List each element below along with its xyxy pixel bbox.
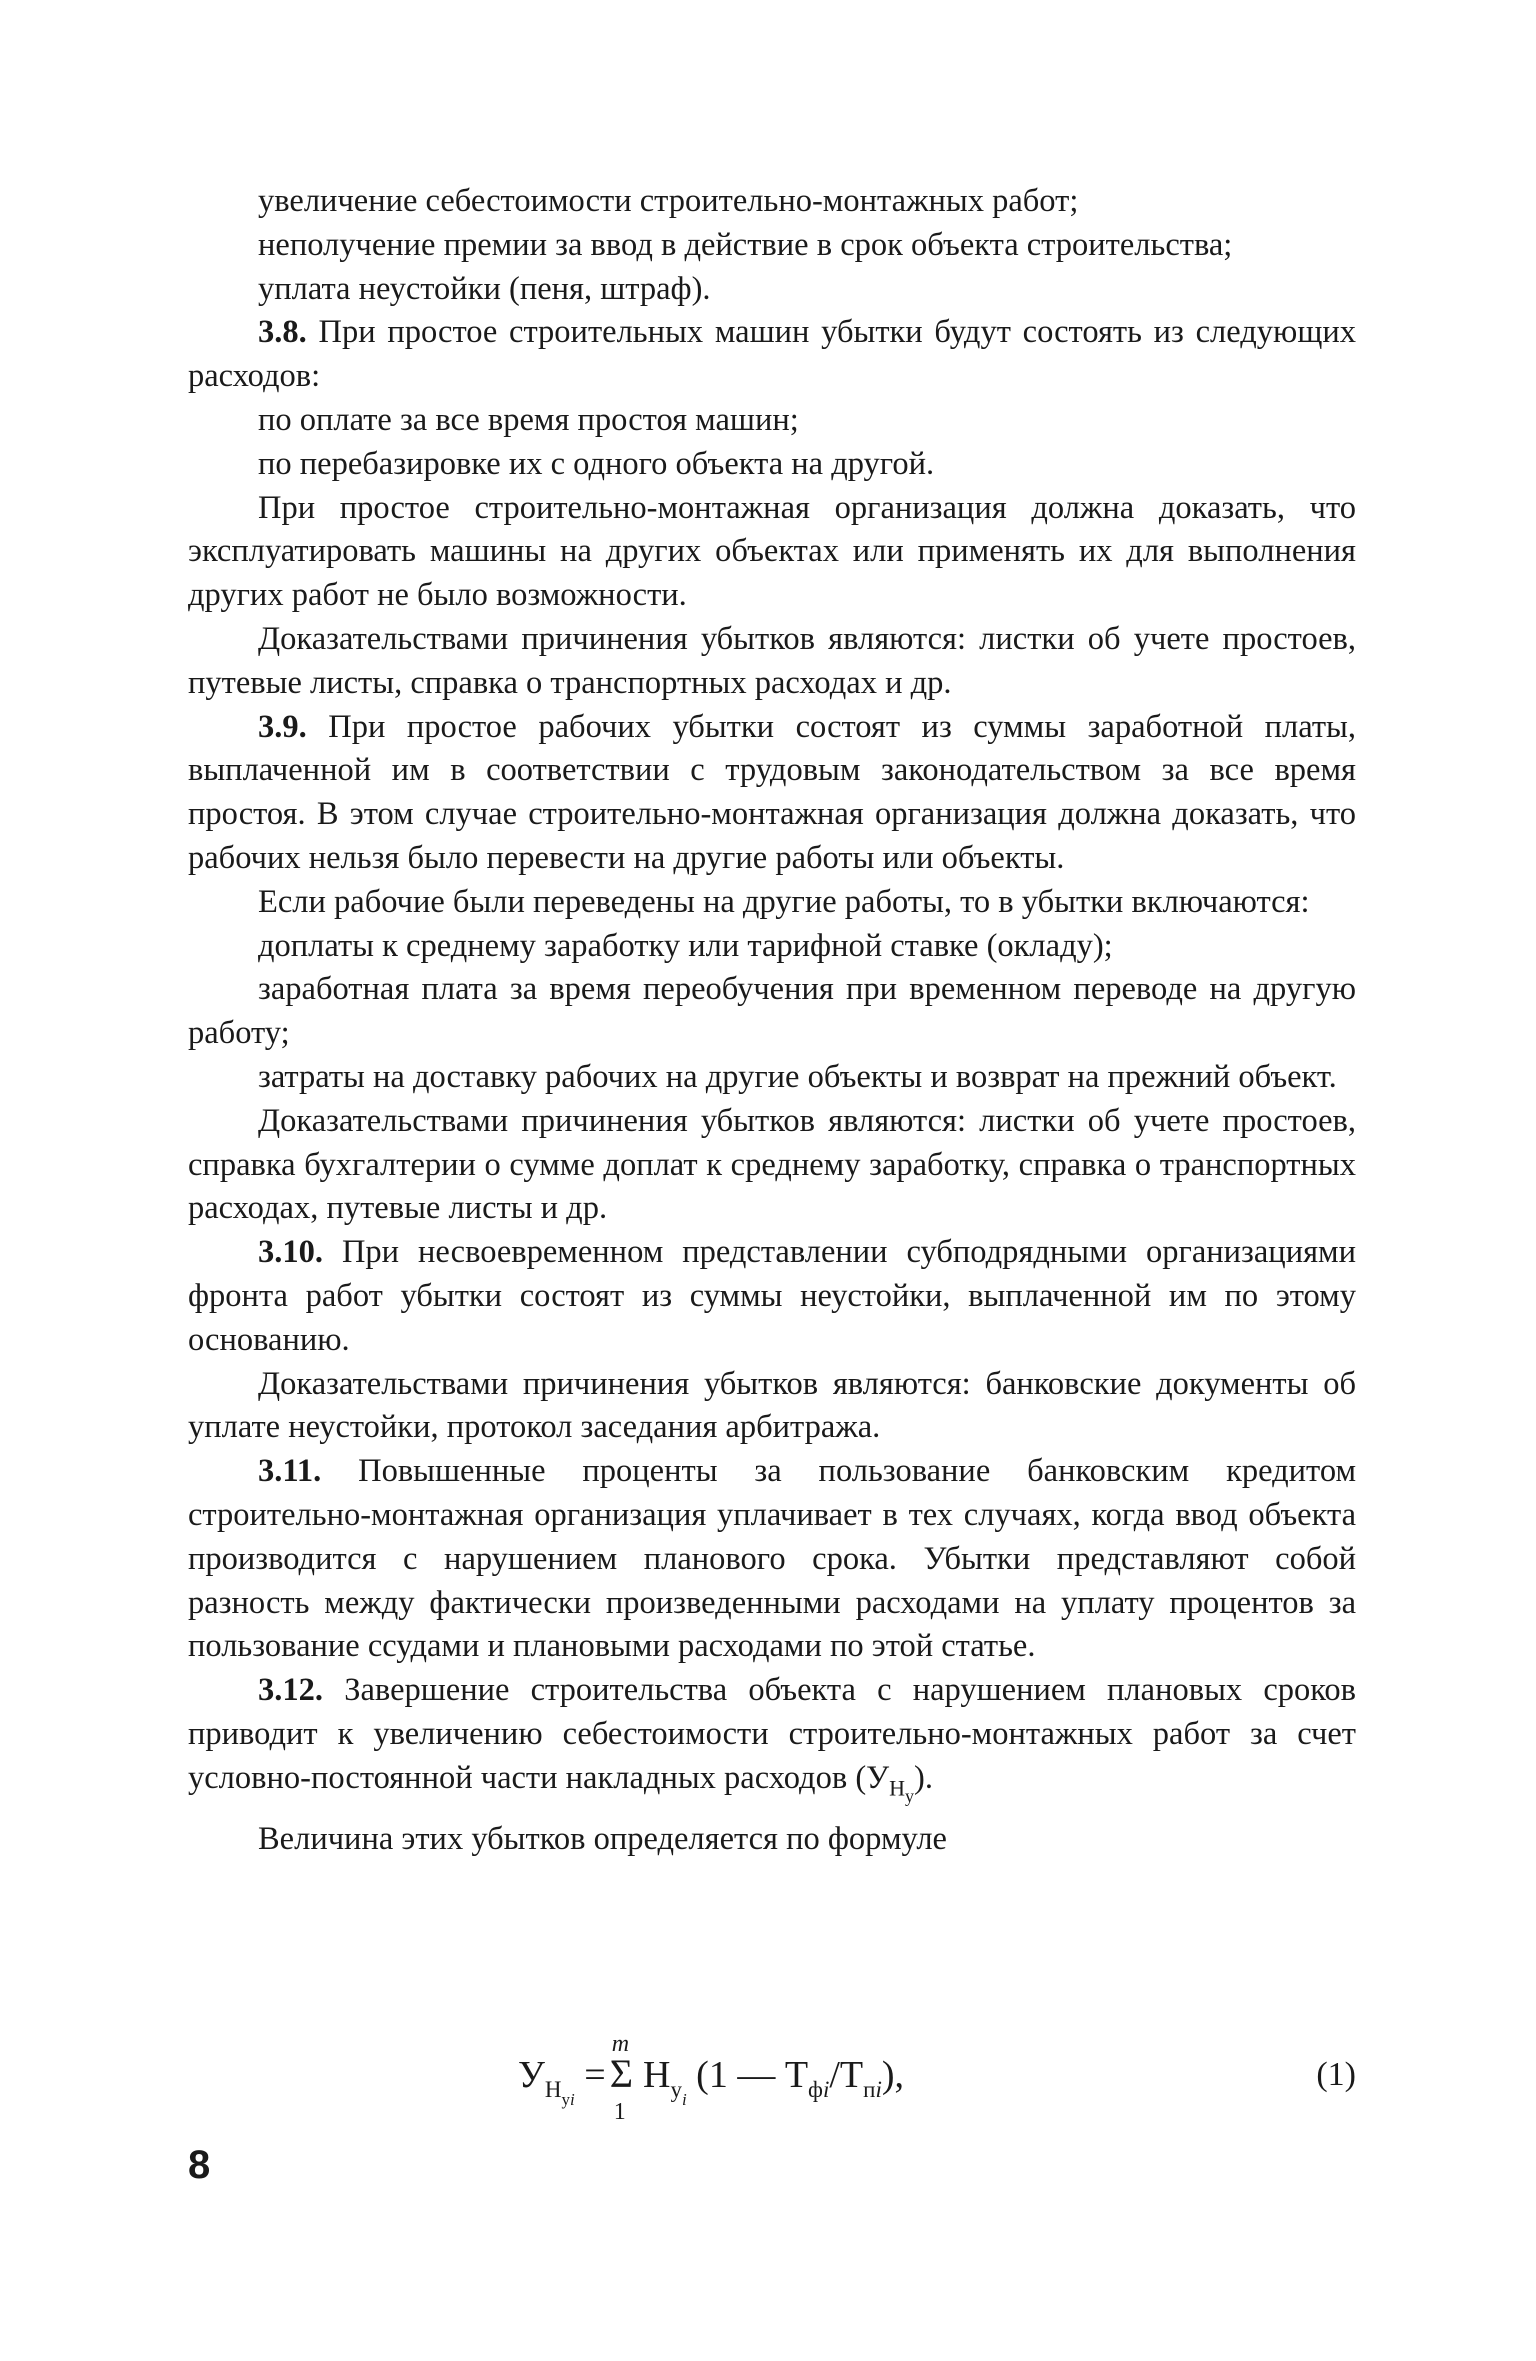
section-3-8 <box>188 311 1356 399</box>
paragraph: Величина этих убытков определяется по формуле <box>258 1821 947 1858</box>
paragraph: Доказательствами причинения убытков являются: банковские документы об уплате неустойки, протокол заседания арбитража. <box>188 1365 1356 1446</box>
list-item: затраты на доставку рабочих на другие объекты и возврат на прежний объект. <box>258 1058 1337 1095</box>
section-3-9 <box>188 706 1356 881</box>
intro-line-1: увеличение себестоимости строительно-монтажных работ; <box>258 183 1079 219</box>
section-3-12 <box>188 1669 1356 1818</box>
paragraph: При простое строительно-монтажная организация должна доказать, что эксплуатировать машины на других объектах или применять их для выполнения других работ не было возможности. <box>188 489 1356 614</box>
section-number: 3.10. <box>258 1234 323 1271</box>
overhead-symbol: $(У_{Ну})$. <box>855 1759 933 1806</box>
section-text: Повышенные проценты за пользование банковским кредитом строительно-монтажная организация уплачивает в тех случаях, когда ввод объекта производится с нарушением планового срока. Убытки представляют собой разность между фактически произведенными расходами на уплату процентов за пользование ссудами и плановыми расходами по этой статье. <box>188 1453 1357 1665</box>
section-text: При простое рабочих убытки состоят из суммы заработной платы, выплаченной им в соответствии с трудовым законодательством за все время простоя. В этом случае строительно-монтажная организация должна доказать, что рабочих нельзя было перевести на другие работы или объекты. <box>188 708 1356 876</box>
paragraph: Доказательствами причинения убытков являются: листки об учете простоев, справка бухгалтерии о сумме доплат к среднему заработку, справка о транспортных расходах, путевые листы и др. <box>188 1102 1356 1227</box>
section-text: Завершение строительства объекта с нарушением плановых сроков приводит к увеличению себестоимости строительно-монтажных работ за счет условно-постоянной части накладных расходов <box>188 1672 1356 1796</box>
section-text: При несвоевременном представлении субподрядными организациями фронта работ убытки состоят из суммы неустойки, выплаченной им по этому основанию. <box>188 1234 1356 1358</box>
formula-expression: $У_{Н_{уi}}$ = m Σ 1 $Н_{у_i}$ (1 — $Т_{фi}/Т_{пi}$), <box>518 2031 904 2125</box>
formula-number: (1) <box>1316 2056 1356 2093</box>
intro-line-3: уплата неустойки (пеня, штраф). <box>258 270 711 307</box>
sum-symbol: m Σ 1 <box>609 2031 633 2125</box>
formula-1 <box>188 2031 1356 2138</box>
paragraph: Если рабочие были переведены на другие работы, то в убытки включаются: <box>258 883 1310 920</box>
page-text <box>188 180 1356 1862</box>
section-number: 3.8. <box>258 314 307 351</box>
section-text: При простое строительных машин убытки будут состоять из следующих расходов: <box>188 314 1356 395</box>
list-item: заработная плата за время переобучения при временном переводе на другую работу; <box>188 971 1356 1052</box>
paragraph: Доказательствами причинения убытков являются: листки об учете простоев, путевые листы, справка о транспортных расходах и др. <box>188 620 1356 701</box>
section-number: 3.11. <box>258 1453 322 1490</box>
intro-line-2: неполучение премии за ввод в действие в срок объекта строительства; <box>258 226 1233 263</box>
list-item: по перебазировке их с одного объекта на другой. <box>258 445 935 482</box>
page-number: 8 <box>188 2143 211 2187</box>
section-number: 3.9. <box>258 708 307 745</box>
section-3-11 <box>188 1450 1356 1669</box>
section-3-10 <box>188 1231 1356 1362</box>
list-item: по оплате за все время простоя машин; <box>258 401 799 438</box>
list-item: доплаты к среднему заработку или тарифной ставке (окладу); <box>258 927 1113 964</box>
section-number: 3.12. <box>258 1672 323 1709</box>
